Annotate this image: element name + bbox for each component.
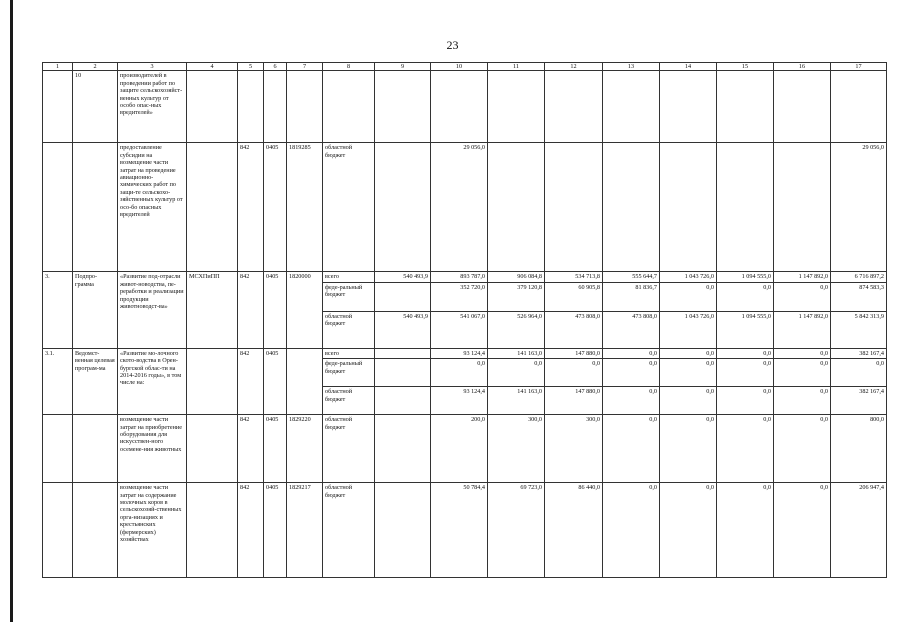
total-cell: 6 716 897,2 [831,272,887,282]
code-ministry: 842 [238,415,264,483]
header-cell: 15 [717,63,774,71]
value-cell: 0,0 [603,415,660,483]
code-article: 1820000 [287,272,323,348]
total-cell: 206 947,4 [831,483,887,578]
code-section: 0405 [264,483,287,578]
value-cell: 0,0 [603,387,660,415]
value-cell: 0,0 [660,282,717,311]
value-cell: 147 880,0 [545,348,603,358]
row-executor: МСХПиПП [187,272,238,348]
value-cell: 0,0 [717,387,774,415]
code-section: 0405 [264,415,287,483]
value-cell: 0,0 [603,348,660,358]
value-cell: 1 147 892,0 [774,272,831,282]
funding-source: областной бюджет [323,483,375,578]
value-cell: 0,0 [545,359,603,387]
page-number: 23 [446,38,459,52]
row-type: 10 [73,71,118,143]
header-cell: 12 [545,63,603,71]
code-ministry: 842 [238,272,264,348]
value-cell: 93 124,4 [431,348,488,358]
value-cell: 0,0 [774,483,831,578]
table-header-row [43,63,887,71]
value-cell: 50 784,4 [431,483,488,578]
table-row [43,143,887,272]
header-cell: 4 [187,63,238,71]
header-cell: 5 [238,63,264,71]
funding-source: областной бюджет [323,387,375,415]
value-cell: 540 493,9 [375,311,431,348]
value-cell: 473 808,0 [603,311,660,348]
table-row [43,483,887,578]
value-cell: 0,0 [774,348,831,358]
value-cell: 147 880,0 [545,387,603,415]
value-cell: 0,0 [660,415,717,483]
header-cell: 9 [375,63,431,71]
total-cell: 29 056,0 [831,143,887,272]
row-number [43,71,73,143]
row-number: 3.1. [43,348,73,414]
header-cell: 13 [603,63,660,71]
row-type: Ведомст-венная целевая програм-ма [73,348,118,414]
value-cell: 0,0 [603,359,660,387]
header-cell: 1 [43,63,73,71]
value-cell: 0,0 [660,387,717,415]
value-cell: 0,0 [603,483,660,578]
header-cell: 16 [774,63,831,71]
total-cell: 5 842 313,9 [831,311,887,348]
table-row [43,71,887,143]
value-cell: 86 440,0 [545,483,603,578]
value-cell: 526 964,0 [488,311,545,348]
table-row [43,272,887,282]
header-cell: 17 [831,63,887,71]
funding-source: всего [323,272,375,282]
row-name: «Развитие под-отрасли живот-новодства, пе-реработки и реализации продукции животноводст-ва» [118,272,187,348]
row-type: Подпро-грамма [73,272,118,348]
header-cell: 8 [323,63,375,71]
value-cell: 141 163,0 [488,387,545,415]
value-cell: 0,0 [774,282,831,311]
total-cell: 382 167,4 [831,348,887,358]
table-row [43,415,887,483]
code-ministry: 842 [238,348,264,414]
code-ministry: 842 [238,143,264,272]
value-cell: 0,0 [660,348,717,358]
value-cell: 541 067,0 [431,311,488,348]
value-cell: 0,0 [774,387,831,415]
header-cell: 6 [264,63,287,71]
row-name: возмещение части затрат на приобретение оборудования для искусствен-ного осемене-ния животных [118,415,187,483]
value-cell: 0,0 [660,483,717,578]
value-cell: 29 056,0 [431,143,488,272]
row-name: производителей в проведении работ по защите сельскохозяйст-венных культур от особо опас-ных вредителей» [118,71,187,143]
value-cell: 1 043 726,0 [660,311,717,348]
total-cell: 382 167,4 [831,387,887,415]
value-cell: 0,0 [717,483,774,578]
code-ministry: 842 [238,483,264,578]
budget-table [42,62,887,578]
value-cell: 473 808,0 [545,311,603,348]
value-cell: 0,0 [774,415,831,483]
total-cell: 874 583,3 [831,282,887,311]
row-name: предоставление субсидии на возмещение части затрат на проведение авиационно-химических работ по защи-те сельскохо-зяйственных культур от осо-бо опасных вредителей [118,143,187,272]
code-section: 0405 [264,272,287,348]
value-cell: 200,0 [431,415,488,483]
value-cell: 0,0 [431,359,488,387]
page-left-edge-bar [10,0,13,622]
code-article: 1829217 [287,483,323,578]
value-cell: 0,0 [660,359,717,387]
value-cell: 1 043 726,0 [660,272,717,282]
value-cell: 300,0 [545,415,603,483]
value-cell: 81 836,7 [603,282,660,311]
funding-source: феде-ральный бюджет [323,359,375,387]
total-cell: 0,0 [831,359,887,387]
funding-source: областной бюджет [323,143,375,272]
value-cell: 540 493,9 [375,272,431,282]
value-cell [375,282,431,311]
code-article: 1819285 [287,143,323,272]
row-name: возмещение части затрат на содержание молочных коров в сельскохозяй-ственных орга-низациях и крестьянских (фермерских) хозяйствах [118,483,187,578]
value-cell: 555 644,7 [603,272,660,282]
value-cell: 60 905,8 [545,282,603,311]
funding-source: феде-ральный бюджет [323,282,375,311]
value-cell: 1 094 555,0 [717,311,774,348]
header-cell: 11 [488,63,545,71]
value-cell: 0,0 [717,348,774,358]
value-cell: 906 084,8 [488,272,545,282]
header-cell: 3 [118,63,187,71]
funding-source: областной бюджет [323,415,375,483]
value-cell: 0,0 [717,282,774,311]
value-cell: 534 713,8 [545,272,603,282]
funding-source: всего [323,348,375,358]
total-cell: 800,0 [831,415,887,483]
value-cell: 0,0 [717,359,774,387]
value-cell: 0,0 [717,415,774,483]
value-cell: 0,0 [488,359,545,387]
value-cell: 141 163,0 [488,348,545,358]
header-cell: 14 [660,63,717,71]
row-name: «Развитие мо-лочного ското-водства в Орен-бургской облас-ти на 2014-2016 годы», в том числе на: [118,348,187,414]
value-cell: 0,0 [774,359,831,387]
header-cell: 2 [73,63,118,71]
value-cell: 379 120,8 [488,282,545,311]
value-cell: 300,0 [488,415,545,483]
row-number: 3. [43,272,73,348]
code-article: 1829220 [287,415,323,483]
code-section: 0405 [264,348,287,414]
header-cell: 10 [431,63,488,71]
value-cell: 1 094 555,0 [717,272,774,282]
code-section: 0405 [264,143,287,272]
header-cell: 7 [287,63,323,71]
value-cell: 69 723,0 [488,483,545,578]
table-row [43,348,887,358]
value-cell: 893 787,0 [431,272,488,282]
funding-source: областной бюджет [323,311,375,348]
value-cell: 93 124,4 [431,387,488,415]
value-cell: 352 720,0 [431,282,488,311]
value-cell: 1 147 892,0 [774,311,831,348]
